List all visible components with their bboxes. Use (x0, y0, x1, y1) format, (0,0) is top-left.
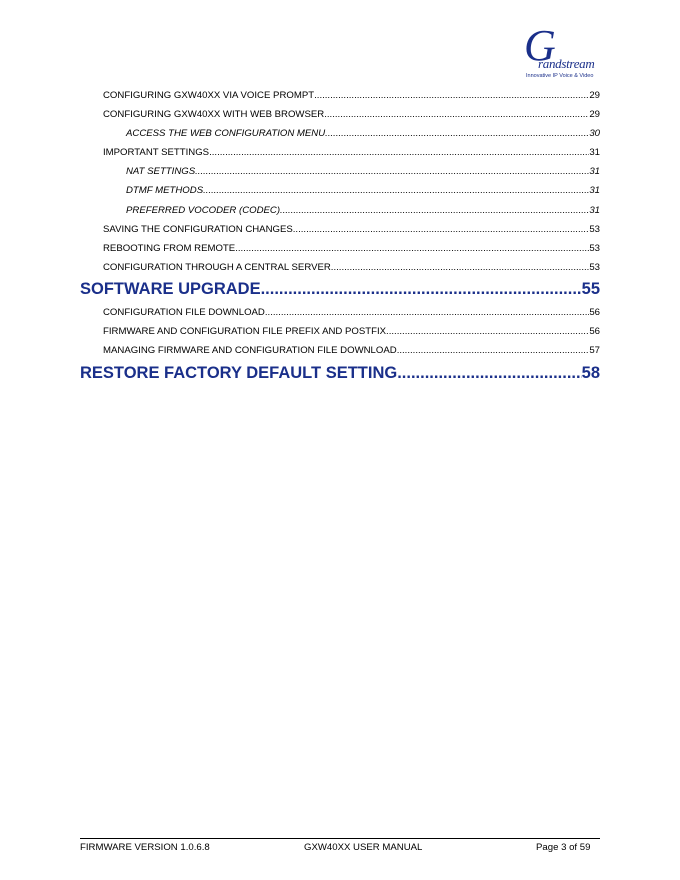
toc-title: SOFTWARE UPGRADE (80, 280, 261, 298)
toc-entry[interactable] (103, 326, 600, 337)
toc-entry[interactable] (103, 243, 600, 254)
toc-title: CONFIGURING GXW40XX VIA VOICE PROMPT (103, 90, 315, 101)
toc-page: 57 (589, 345, 600, 356)
toc-entry[interactable] (126, 205, 600, 216)
toc-page: 58 (581, 364, 600, 382)
toc-leader (203, 185, 589, 196)
toc-leader (325, 128, 589, 139)
toc-entry[interactable] (103, 147, 600, 158)
toc-title: REBOOTING FROM REMOTE (103, 243, 236, 254)
logo-letter: G (524, 21, 556, 70)
toc-page: 55 (581, 280, 600, 298)
toc-entry[interactable] (126, 128, 600, 139)
toc-page: 29 (589, 90, 600, 101)
toc-page: 56 (589, 326, 600, 337)
toc-page: 53 (589, 262, 600, 273)
grandstream-logo (522, 21, 602, 82)
logo-tagline: Innovative IP Voice & Video (526, 73, 594, 79)
footer-divider (80, 838, 600, 839)
toc-title: FIRMWARE AND CONFIGURATION FILE PREFIX AND POSTFIX (103, 326, 387, 337)
toc-leader (324, 109, 589, 120)
toc-title: RESTORE FACTORY DEFAULT SETTING (80, 364, 398, 382)
toc-page: 31 (589, 166, 600, 177)
toc-page: 56 (589, 307, 600, 318)
toc-page: 53 (589, 243, 600, 254)
toc-chapter-entry[interactable] (80, 280, 600, 299)
toc-entry[interactable] (126, 166, 600, 177)
toc-title: DTMF METHODS (126, 185, 204, 196)
toc-leader (209, 147, 589, 158)
toc-entry[interactable] (103, 262, 600, 273)
toc-page: 53 (589, 224, 600, 235)
toc-title: NAT SETTINGS (126, 166, 196, 177)
toc-leader (265, 307, 589, 318)
toc-title: SAVING THE CONFIGURATION CHANGES (103, 224, 293, 235)
toc-entry[interactable] (103, 90, 600, 101)
toc-entry[interactable] (103, 307, 600, 318)
toc-leader (331, 262, 590, 273)
toc-title: PREFERRED VOCODER (CODEC) (126, 205, 281, 216)
toc-entry[interactable] (126, 185, 600, 196)
toc-page: 31 (589, 205, 600, 216)
footer-page-number: Page 3 of 59 (536, 842, 591, 853)
toc-leader (397, 364, 581, 383)
toc-leader (195, 166, 589, 177)
footer-manual-title: GXW40XX USER MANUAL (304, 842, 423, 853)
toc-leader (314, 90, 589, 101)
logo-wordmark: randstream (538, 56, 595, 71)
toc-title: IMPORTANT SETTINGS (103, 147, 210, 158)
toc-title: CONFIGURATION THROUGH A CENTRAL SERVER (103, 262, 331, 273)
toc-page: 30 (589, 128, 600, 139)
toc-leader (293, 224, 590, 235)
toc-leader (235, 243, 589, 254)
toc-leader (261, 280, 582, 299)
toc-page: 29 (589, 109, 600, 120)
toc-leader (397, 345, 590, 356)
toc-page: 31 (589, 147, 600, 158)
toc-entry[interactable] (103, 224, 600, 235)
toc-entry[interactable] (103, 345, 600, 356)
toc-title: CONFIGURATION FILE DOWNLOAD (103, 307, 265, 318)
toc-title: CONFIGURING GXW40XX WITH WEB BROWSER (103, 109, 325, 120)
toc-leader (386, 326, 589, 337)
toc-title: ACCESS THE WEB CONFIGURATION MENU (126, 128, 326, 139)
toc-entry[interactable] (103, 109, 600, 120)
toc-page: 31 (589, 185, 600, 196)
footer-firmware-version: FIRMWARE VERSION 1.0.6.8 (80, 842, 210, 853)
toc-leader (280, 205, 589, 216)
toc-title: MANAGING FIRMWARE AND CONFIGURATION FILE DOWNLOAD (103, 345, 397, 356)
toc-chapter-entry[interactable] (80, 364, 600, 383)
